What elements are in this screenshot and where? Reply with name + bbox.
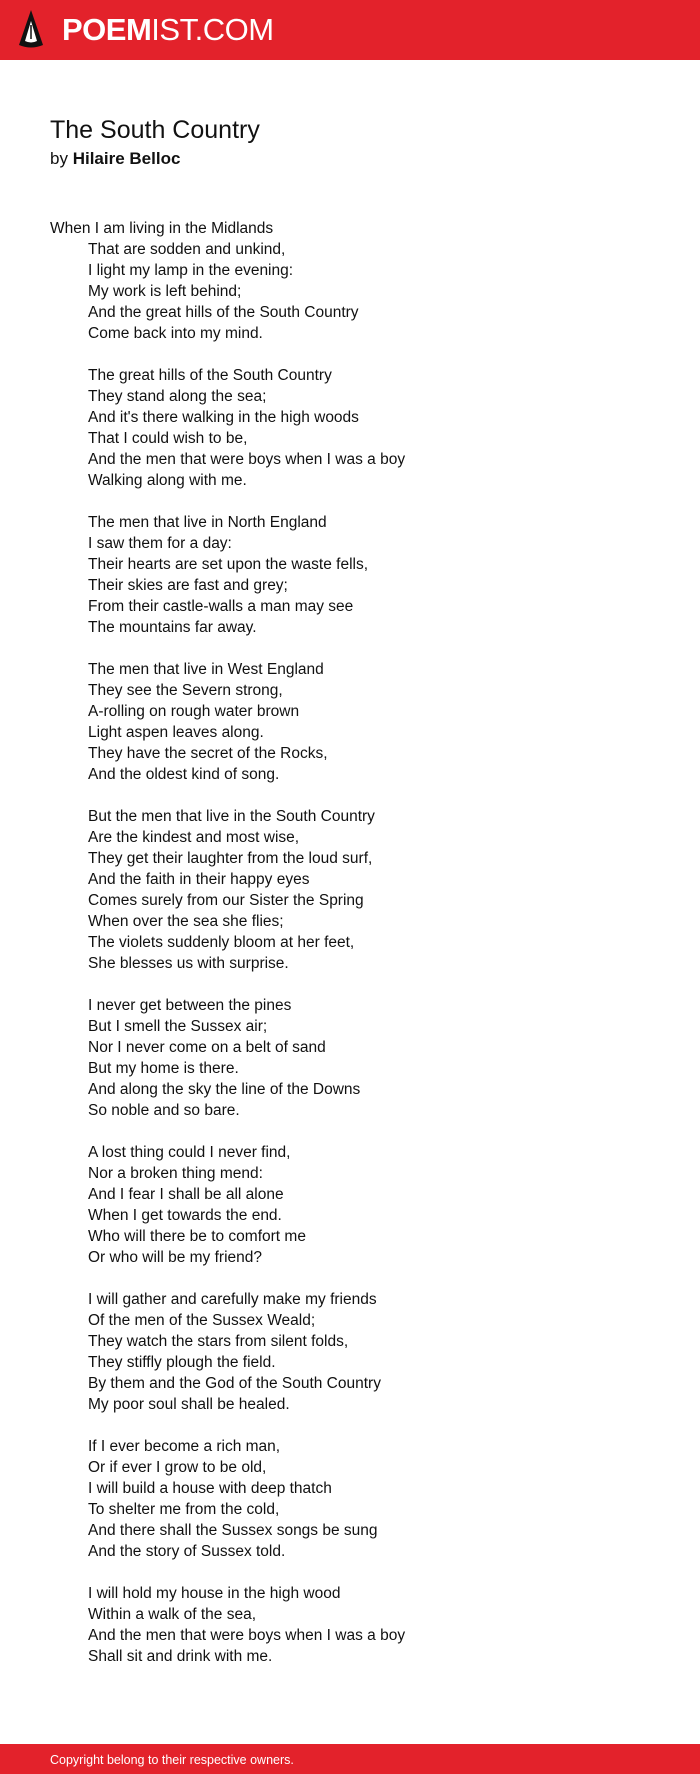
poem-line: Or if ever I grow to be old, [88,1459,267,1476]
poem-author: Hilaire Belloc [72,149,181,168]
by-label: by [50,149,68,168]
poem-line: A lost thing could I never find, [88,1144,291,1161]
stanza [50,1142,650,1268]
poem-line: That are sodden and unkind, [88,241,286,258]
poem-line: But the men that live in the South Country [88,808,375,825]
logo-bold-text: POEM [62,12,152,47]
stanza [50,218,650,344]
poem-line: My work is left behind; [88,283,242,300]
poem-line: Come back into my mind. [88,325,263,342]
poem-line: Light aspen leaves along. [88,724,264,741]
stanza [50,806,650,974]
poem-line: And the story of Sussex told. [88,1543,286,1560]
poem-line: They see the Severn strong, [88,682,283,699]
poem-body [50,218,650,1688]
poem-line: Within a walk of the sea, [88,1606,256,1623]
poem-line: I will build a house with deep thatch [88,1480,332,1497]
logo-light-text: IST.COM [151,12,274,47]
poem-line: And the faith in their happy eyes [88,871,310,888]
poem-line: They have the secret of the Rocks, [88,745,328,762]
site-logo[interactable] [62,11,274,49]
poem-line: I will hold my house in the high wood [88,1585,341,1602]
poem-line: And along the sky the line of the Downs [88,1081,361,1098]
poem-line: I will gather and carefully make my friends [88,1291,377,1308]
poem-line: To shelter me from the cold, [88,1501,280,1518]
site-header [0,0,700,60]
poem-line: And there shall the Sussex songs be sung [88,1522,378,1539]
poem-line: The great hills of the South Country [88,367,332,384]
poem-line: Or who will be my friend? [88,1249,263,1266]
poem-line: But I smell the Sussex air; [88,1018,268,1035]
pen-nib-icon[interactable] [18,9,44,51]
poem-line: And I fear I shall be all alone [88,1186,284,1203]
poem-line: That I could wish to be, [88,430,248,447]
poem-line: Who will there be to comfort me [88,1228,306,1245]
poem-line: Their skies are fast and grey; [88,577,288,594]
stanza [50,995,650,1121]
poem-line: Are the kindest and most wise, [88,829,300,846]
poem-line: I light my lamp in the evening: [88,262,294,279]
poem-line: A-rolling on rough water brown [88,703,300,720]
poem-line: I never get between the pines [88,997,292,1014]
stanza [50,512,650,638]
poem-line: Walking along with me. [88,472,247,489]
poem-line: The violets suddenly bloom at her feet, [88,934,355,951]
poem-line: Nor a broken thing mend: [88,1165,263,1182]
site-footer [0,1744,700,1774]
stanza [50,365,650,491]
poem-line: Shall sit and drink with me. [88,1648,273,1665]
stanza [50,1436,650,1562]
poem-line: Nor I never come on a belt of sand [88,1039,326,1056]
poem-line: So noble and so bare. [88,1102,240,1119]
poem-line: Of the men of the Sussex Weald; [88,1312,316,1329]
copyright-text: Copyright belong to their respective owners. [50,1753,294,1767]
poem-line: They get their laughter from the loud surf, [88,850,373,867]
poem-line: When I am living in the Midlands [50,220,274,237]
poem-line: And the oldest kind of song. [88,766,280,783]
poem-line: I saw them for a day: [88,535,232,552]
stanza [50,1583,650,1667]
stanza [50,659,650,785]
poem-line: My poor soul shall be healed. [88,1396,290,1413]
poem-line: Comes surely from our Sister the Spring [88,892,364,909]
poem-line: They stiffly plough the field. [88,1354,276,1371]
poem-line: And the men that were boys when I was a boy [88,451,406,468]
poem-line: By them and the God of the South Country [88,1375,381,1392]
poem-line: And it's there walking in the high woods [88,409,359,426]
poem-line: Their hearts are set upon the waste fells, [88,556,369,573]
poem-line: When over the sea she flies; [88,913,284,930]
poem-line: The men that live in North England [88,514,327,531]
poem-line: They stand along the sea; [88,388,267,405]
poem-line: When I get towards the end. [88,1207,282,1224]
poem-line: From their castle-walls a man may see [88,598,354,615]
poem-line: The mountains far away. [88,619,257,636]
poem-line: She blesses us with surprise. [88,955,289,972]
poem-line: And the men that were boys when I was a boy [88,1627,406,1644]
poem-line: But my home is there. [88,1060,239,1077]
poem-title: The South Country [50,116,260,144]
poem-line: And the great hills of the South Country [88,304,359,321]
stanza [50,1289,650,1415]
poem-line: The men that live in West England [88,661,324,678]
poem-byline [50,148,180,170]
poem-line: They watch the stars from silent folds, [88,1333,349,1350]
poem-line: If I ever become a rich man, [88,1438,281,1455]
